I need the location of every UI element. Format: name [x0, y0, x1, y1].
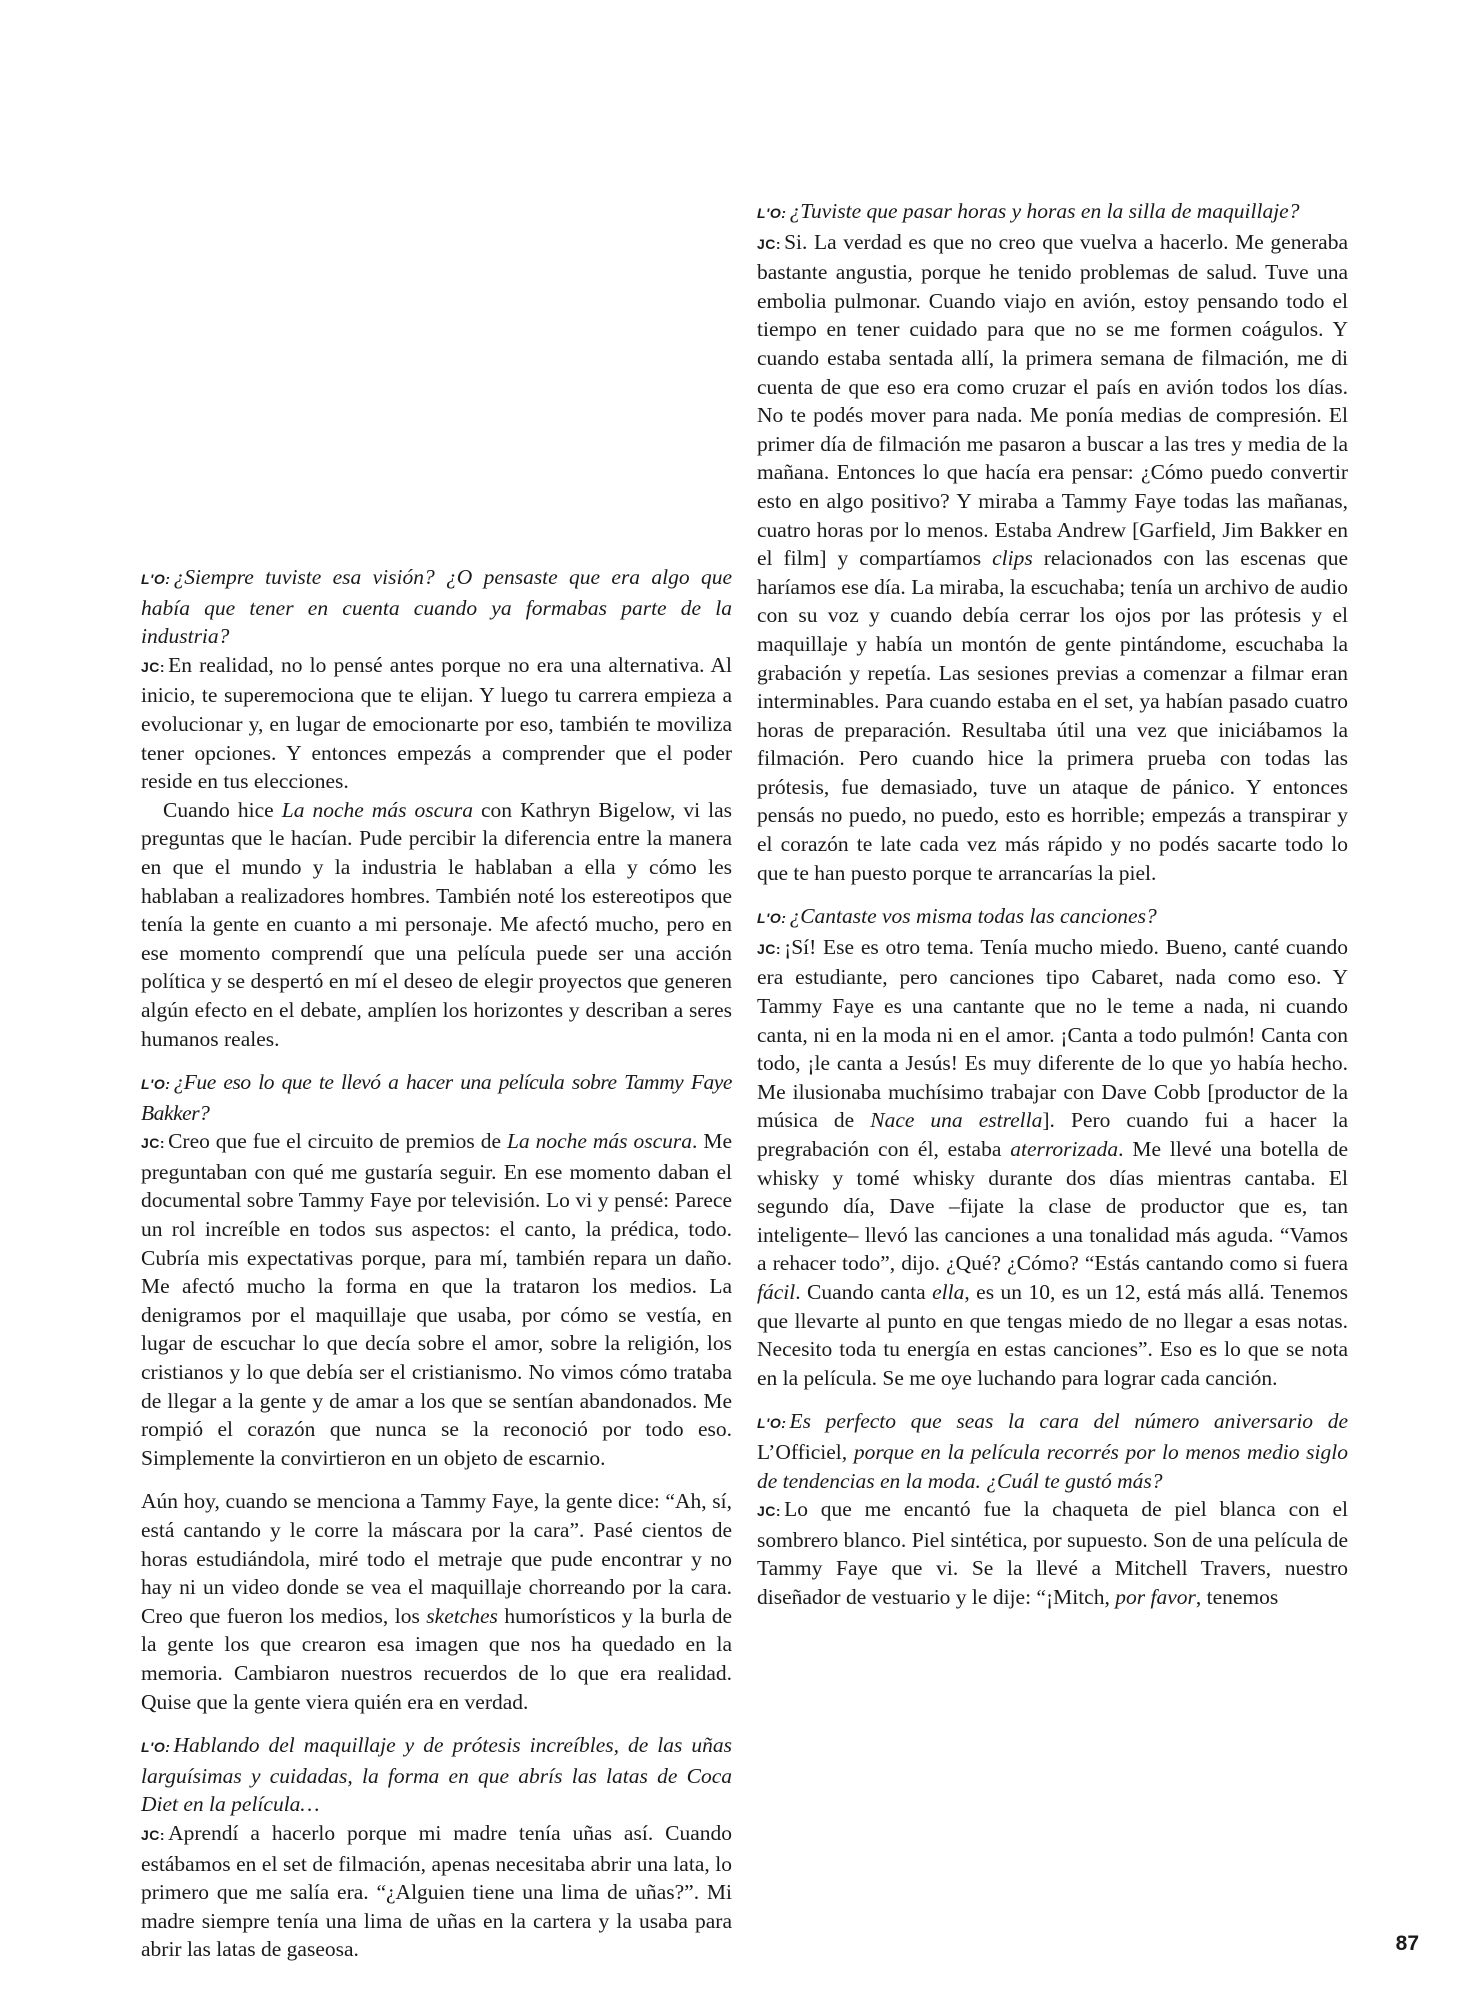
qa-block-tammy-faye — [141, 1068, 732, 1472]
answer-text: . Me llevé una botella de whisky y tomé whisky durante dos días mientras cantaba. El segundo día, Dave –fijate la clase de productor que es, tan inteligente– llevó las canciones a una tonalidad más aguda. “Vamos a rehacer todo”, dijo. ¿Qué? ¿Cómo? “Estás cantando como si fuera — [757, 1137, 1348, 1276]
question-text: , porque en la película recorrés por lo menos medio siglo de tendencias en la moda. ¿Cuál te gustó más? — [757, 1439, 1348, 1493]
question-text: ¿Cantaste vos misma todas las canciones? — [789, 904, 1157, 929]
body-text: Aún hoy, cuando se menciona a Tammy Faye, la gente dice: “Ah, sí, está cantando y le corre la máscara por la cara”. Pasé cientos de horas estudiándola, miré todo el metraje que pude encontrar y no hay ni un video donde se vea el maquillaje chorreando por la cara. Creo que fueron los medios, los — [141, 1489, 732, 1628]
magazine-name: L’Officiel — [757, 1439, 842, 1464]
answer-paragraph-continued — [141, 796, 732, 1053]
body-paragraph — [141, 1487, 732, 1716]
body-text: humorísticos y la burla de la gente los que crearon esa imagen que nos ha quedado en la memoria. Cambiaron nuestros recuerdos de lo que era realidad. Quise que la gente viera quién era en verdad. — [141, 1603, 732, 1714]
answer-text: , tenemos — [1195, 1584, 1279, 1609]
page-number: 87 — [1395, 1932, 1419, 1955]
answer-text: ¡Sí! Ese es otro tema. Tenía mucho miedo. Bueno, canté cuando era estudiante, pero canciones tipo Cabaret, nada como eso. Y Tammy Faye es una cantante que no le teme a nada, ni cuando canta, ni en la moda ni en el amor. ¡Canta a todo pulmón! Canta con todo, ¡le canta a Jesús! Es muy diferente de lo que yo había hecho. Me ilusionaba muchísimo trabajar con Dave Cobb [productor de la música de — [757, 934, 1348, 1133]
italic-word: ella — [932, 1279, 965, 1304]
speaker-tag-jc: JC: — [141, 658, 166, 675]
question-paragraph — [141, 563, 732, 651]
text-block-media — [141, 1487, 732, 1716]
question-paragraph — [141, 1731, 732, 1819]
italic-term: sketches — [426, 1603, 498, 1628]
answer-text: Aprendí a hacerlo porque mi madre tenía uñas así. Cuando estábamos en el set de filmación, apenas necesitaba abrir una lata, lo primero que me salía era. “¿Alguien tiene una lima de uñas?”. Mi madre siempre tenía una lima de uñas en la cartera y la usaba para abrir las latas de gaseosa. — [141, 1820, 732, 1962]
answer-text: Cuando hice — [163, 797, 282, 822]
answer-paragraph — [141, 1819, 732, 1964]
right-column — [757, 197, 1348, 1627]
italic-word: aterrorizada — [1010, 1137, 1119, 1161]
answer-text: . Cuando canta — [795, 1279, 933, 1304]
question-text: Es perfecto que seas la cara del número aniversario de — [789, 1409, 1348, 1434]
answer-text: Creo que fue el circuito de premios de — [168, 1129, 507, 1154]
question-text: ¿Tuviste que pasar horas y horas en la silla de maquillaje? — [789, 199, 1300, 223]
answer-paragraph — [141, 651, 732, 796]
question-text: ¿Fue eso lo que te llevó a hacer una película sobre Tammy Faye Bakker? — [141, 1070, 732, 1125]
question-text: ¿Siempre tuviste esa visión? ¿O pensaste que era algo que había que tener en cuenta cuando ya formabas parte de la industria? — [141, 565, 732, 649]
film-title: Nace una estrella — [870, 1108, 1043, 1133]
speaker-tag-lo: L'O: — [757, 1415, 787, 1432]
speaker-tag-lo: L'O: — [141, 1739, 171, 1756]
answer-text: En realidad, no lo pensé antes porque no era una alternativa. Al inicio, te superemociona que te elijan. Y luego tu carrera empieza a evolucionar y, en lugar de emocionarte por eso, también te moviliza tener opciones. Y entonces empezás a comprender que el poder reside en tus elecciones. — [141, 652, 732, 794]
question-paragraph — [141, 1068, 732, 1127]
answer-text: , es un 10, es un 12, está más allá. Tenemos que llevarte al punto en que tengas miedo de no llegar a esas notas. Necesito toda tu energía en estas canciones”. Eso es lo que se nota en la película. Se me oye luchando para lograr cada canción. — [757, 1279, 1348, 1390]
speaker-tag-lo: L'O: — [757, 205, 787, 221]
italic-word: fácil — [757, 1279, 796, 1304]
film-title: La noche más oscura — [506, 1129, 693, 1154]
answer-text: Si. La verdad es que no creo que vuelva a hacerlo. Me generaba bastante angustia, porque he tenido problemas de salud. Tuve una embolia pulmonar. Cuando viajo en avión, estoy pensando todo el tiempo en tener cuidado para que no se me formen coágulos. Y cuando estaba sentada allí, la primera semana de filmación, me di cuenta de que eso era como cruzar el país en avión todos los días. No te podés mover para nada. Me ponía medias de compresión. El primer día de filmación me pasaron a buscar a las tres y media de la mañana. Entonces lo que hacía era pensar: ¿Cómo puedo convertir esto en algo positivo? Y miraba a Tammy Faye todas las mañanas, cuatro horas por lo menos. Estaba Andrew [Garfield, Jim Bakker en el film] y compartíamos — [757, 229, 1348, 571]
speaker-tag-lo: L'O: — [757, 910, 787, 927]
qa-block-makeup-chair — [757, 197, 1348, 887]
answer-text: con Kathryn Bigelow, vi las preguntas que le hacían. Pude percibir la diferencia entre la manera en que el mundo y la industria le hablaban a ella y cómo les hablaban a realizadores hombres. También noté los estereotipos que tenía la gente en cuanto a mi personaje. Me afectó mucho, pero en ese momento comprendí que una película puede ser una acción política y se despertó en mí el deseo de elegir proyectos que generen algún efecto en el debate, amplíen los horizontes y describan a seres humanos reales. — [141, 797, 733, 1051]
answer-text: . Me preguntaban con qué me gustaría seguir. En ese momento daban el documental sobre Tammy Faye por televisión. Lo vi y pensé: Parece un rol increíble en todos sus aspectos: el canto, la prédica, todo. Cubría mis expectativas porque, para mí, también repara un daño. Me afectó mucho la forma en que la trataron los medios. La denigramos por el maquillaje que usaba, por cómo se vestía, en lugar de escuchar lo que decía sobre el amor, sobre la religión, los cristianos y lo que debía ser el cristianismo. No vimos cómo trataba de llegar a la gente y de amar a los que se sentían abandonados. Me rompió el corazón que nunca se la reconoció por todo eso. Simplemente la convirtieron en un objeto de escarnio. — [141, 1129, 732, 1470]
speaker-tag-jc: JC: — [757, 940, 782, 957]
speaker-tag-lo: L'O: — [141, 571, 171, 587]
question-paragraph — [757, 1407, 1348, 1495]
answer-text: Lo que me encantó fue la chaqueta de piel blanca con el sombrero blanco. Piel sintética, por supuesto. Son de una película de Tammy Faye que vi. Se la llevé a Mitchell Travers, nuestro diseñador de vestuario y le dije: “¡Mitch, — [757, 1497, 1348, 1609]
answer-text: ]. Pero cuando fui a hacer la pregrabación con él, estaba — [757, 1108, 1348, 1161]
answer-paragraph — [141, 1127, 732, 1472]
speaker-tag-jc: JC: — [757, 1503, 782, 1520]
italic-word: por favor — [1115, 1584, 1196, 1609]
qa-block-fashion — [757, 1407, 1348, 1611]
speaker-tag-lo: L'O: — [141, 1076, 171, 1093]
qa-block-vision — [141, 563, 732, 1053]
question-text: Hablando del maquillaje y de prótesis increíbles, de las uñas larguísimas y cuidadas, la forma en que abrís las latas de Coca Diet en la película… — [141, 1733, 732, 1817]
question-paragraph — [757, 902, 1348, 933]
speaker-tag-jc: JC: — [141, 1826, 166, 1843]
qa-block-makeup — [141, 1731, 732, 1964]
answer-text: relacionados con las escenas que haríamos ese día. La miraba, la escuchaba; tenía un archivo de audio con su voz y cuando debía cerrar los ojos por las prótesis y el maquillaje y había un montón de gente pintándome, escuchaba la grabación y repetía. Las sesiones previas a comenzar a filmar eran interminables. Para cuando estaba en el set, ya habían pasado cuatro horas de preparación. Resultaba útil una vez que iniciábamos la filmación. Pero cuando hice la primera prueba con todas las prótesis, fue demasiado, tuve un ataque de pánico. Y entonces pensás no puedo, no puedo, esto es horrible; empezás a transpirar y el corazón te late cada vez más rápido y no podés sacarte todo lo que te han puesto porque te arrancarías la piel. — [757, 546, 1348, 885]
qa-block-songs — [757, 902, 1348, 1392]
speaker-tag-jc: JC: — [141, 1135, 166, 1152]
answer-paragraph — [757, 228, 1348, 888]
speaker-tag-jc: JC: — [757, 235, 782, 252]
question-paragraph — [757, 197, 1348, 228]
film-title: La noche más oscura — [281, 797, 473, 822]
answer-paragraph — [757, 1495, 1348, 1611]
answer-paragraph — [757, 933, 1348, 1393]
italic-term: clips — [992, 546, 1033, 571]
left-column — [141, 563, 732, 1979]
